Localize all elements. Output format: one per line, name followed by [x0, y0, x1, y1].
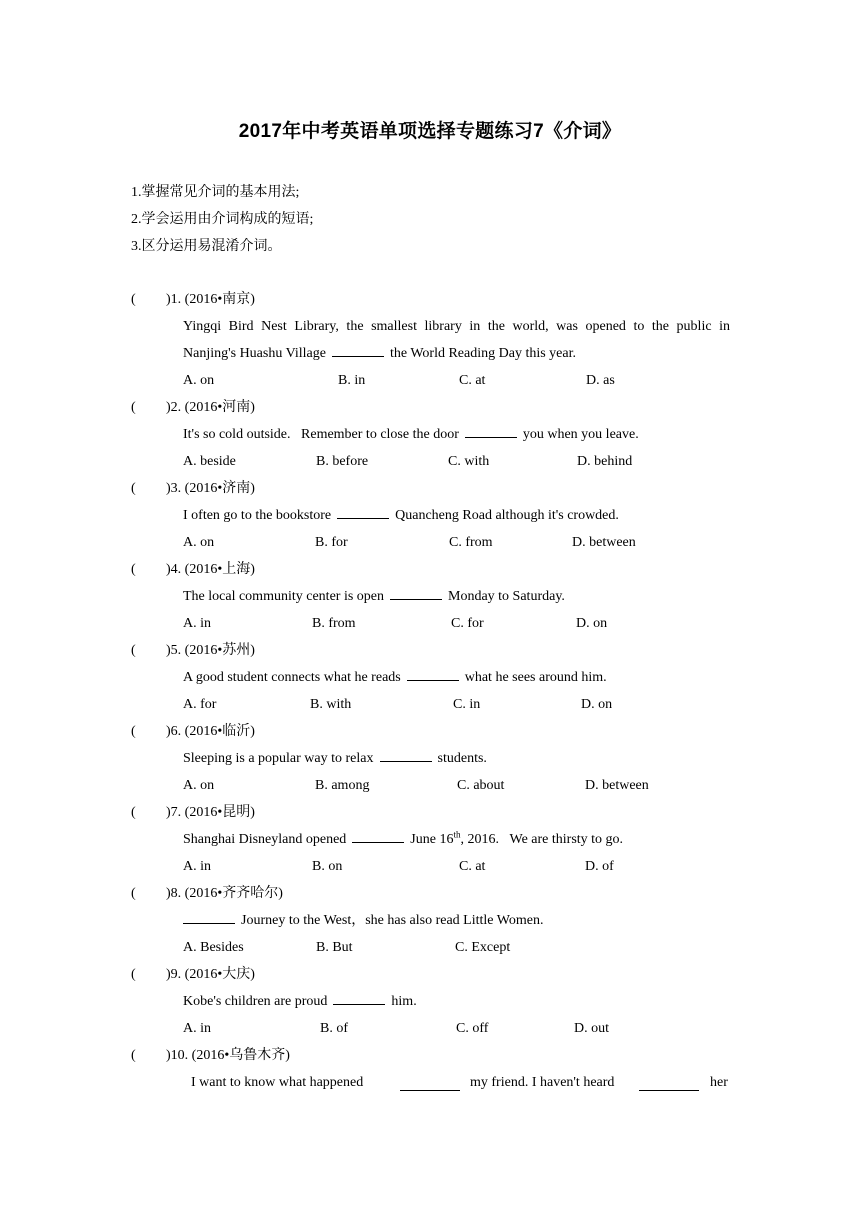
question-stem: the World Reading Day this year.	[389, 346, 576, 361]
option-c[interactable]: C. at	[459, 859, 486, 874]
option-c[interactable]: C. off	[456, 1021, 489, 1036]
options-row	[183, 934, 731, 961]
objective-item: 3.区分运用易混淆介词。	[131, 239, 282, 254]
question-stem: The local community center is open	[183, 589, 384, 604]
answer-blank[interactable]	[337, 503, 389, 519]
option-b[interactable]: B. of	[320, 1021, 348, 1036]
answer-blank[interactable]	[332, 341, 384, 357]
question-3	[131, 475, 731, 556]
answer-blank[interactable]	[465, 422, 517, 438]
question-stem: Monday to Saturday.	[448, 589, 565, 604]
question-1	[131, 286, 731, 394]
option-d[interactable]: D. on	[581, 697, 613, 712]
question-stem: It's so cold outside. Remember to close the door	[183, 427, 459, 442]
option-d[interactable]: D. of	[585, 859, 614, 874]
option-c[interactable]: C. from	[449, 535, 493, 550]
question-2	[131, 394, 731, 475]
question-number: )4. (2016•上海)	[166, 562, 255, 577]
option-d[interactable]: D. between	[572, 535, 636, 550]
answer-blank[interactable]	[407, 665, 459, 681]
options-row	[183, 691, 731, 718]
answer-paren[interactable]: (	[131, 643, 136, 658]
question-stem: you when you leave.	[522, 427, 639, 442]
option-c[interactable]: C. for	[451, 616, 484, 631]
option-b[interactable]: B. But	[316, 940, 353, 955]
answer-blank[interactable]	[639, 1075, 699, 1091]
answer-paren[interactable]: (	[131, 292, 136, 307]
question-number: )5. (2016•苏州)	[166, 643, 255, 658]
option-d[interactable]: D. out	[574, 1021, 609, 1036]
question-number: )1. (2016•南京)	[166, 292, 255, 307]
option-c[interactable]: C. with	[448, 454, 490, 469]
option-b[interactable]: B. from	[312, 616, 356, 631]
question-list	[131, 286, 731, 1096]
options-row	[183, 1015, 731, 1042]
question-6	[131, 718, 731, 799]
options-row	[183, 772, 731, 799]
question-stem: Kobe's children are proud	[183, 994, 328, 1009]
option-a[interactable]: A. on	[183, 373, 215, 388]
option-b[interactable]: B. for	[315, 535, 348, 550]
options-row	[183, 367, 731, 394]
answer-blank[interactable]	[390, 584, 442, 600]
question-stem: Nanjing's Huashu Village	[183, 346, 326, 361]
answer-blank[interactable]	[333, 989, 385, 1005]
options-row	[183, 448, 731, 475]
question-stem: Shanghai Disneyland opened	[183, 832, 347, 847]
answer-paren[interactable]: (	[131, 967, 136, 982]
question-stem: her	[710, 1075, 728, 1090]
objective-item: 1.掌握常见介词的基本用法;	[131, 185, 300, 200]
question-number: )9. (2016•大庆)	[166, 967, 255, 982]
question-number: )8. (2016•齐齐哈尔)	[166, 886, 283, 901]
option-a[interactable]: A. on	[183, 778, 215, 793]
answer-paren[interactable]: (	[131, 1048, 136, 1063]
option-b[interactable]: B. among	[315, 778, 370, 793]
answer-blank[interactable]	[183, 908, 235, 924]
option-b[interactable]: B. on	[312, 859, 343, 874]
question-number: )7. (2016•昆明)	[166, 805, 255, 820]
superscript: th	[453, 829, 461, 840]
option-c[interactable]: C. Except	[455, 940, 511, 955]
answer-paren[interactable]: (	[131, 805, 136, 820]
option-c[interactable]: C. about	[457, 778, 505, 793]
option-b[interactable]: B. before	[316, 454, 369, 469]
question-number: )6. (2016•临沂)	[166, 724, 255, 739]
question-5	[131, 637, 731, 718]
question-stem: Journey to the West，she has also read Little Women.	[241, 913, 544, 928]
question-stem: I want to know what happened	[191, 1075, 364, 1090]
learning-objectives	[131, 179, 313, 260]
question-stem: Sleeping is a popular way to relax	[183, 751, 374, 766]
answer-paren[interactable]: (	[131, 400, 136, 415]
option-a[interactable]: A. beside	[183, 454, 236, 469]
question-10	[131, 1042, 731, 1096]
option-a[interactable]: A. in	[183, 1021, 211, 1036]
question-stem: him.	[391, 994, 417, 1009]
question-stem: June 16	[410, 832, 454, 847]
option-a[interactable]: A. on	[183, 535, 215, 550]
options-row	[183, 610, 731, 637]
option-b[interactable]: B. with	[310, 697, 352, 712]
question-stem: I often go to the bookstore	[183, 508, 332, 523]
question-number: )3. (2016•济南)	[166, 481, 255, 496]
answer-paren[interactable]: (	[131, 481, 136, 496]
question-stem: students.	[437, 751, 487, 766]
options-row	[183, 853, 731, 880]
answer-paren[interactable]: (	[131, 724, 136, 739]
answer-blank[interactable]	[352, 827, 404, 843]
question-number: )10. (2016•乌鲁木齐)	[166, 1048, 290, 1063]
option-a[interactable]: A. in	[183, 616, 211, 631]
option-c[interactable]: C. at	[459, 373, 486, 388]
question-8	[131, 880, 731, 961]
answer-paren[interactable]: (	[131, 562, 136, 577]
option-a[interactable]: A. Besides	[183, 940, 244, 955]
option-b[interactable]: B. in	[338, 373, 366, 388]
option-d[interactable]: D. on	[576, 616, 608, 631]
option-d[interactable]: D. between	[585, 778, 649, 793]
question-9	[131, 961, 731, 1042]
question-stem: what he sees around him.	[464, 670, 607, 685]
answer-paren[interactable]: (	[131, 886, 136, 901]
answer-blank[interactable]	[380, 746, 432, 762]
option-a[interactable]: A. for	[183, 697, 217, 712]
question-stem: , 2016. We are thirsty to go.	[460, 832, 624, 847]
question-stem: my friend. I haven't heard	[470, 1075, 615, 1090]
option-d[interactable]: D. as	[586, 373, 615, 388]
question-7	[131, 799, 731, 880]
option-a[interactable]: A. in	[183, 859, 211, 874]
objective-item: 2.学会运用由介词构成的短语;	[131, 212, 314, 227]
question-stem: A good student connects what he reads	[183, 670, 401, 685]
question-stem: Yingqi Bird Nest Library, the smallest library in the world, was opened to the public in	[183, 319, 730, 334]
answer-blank[interactable]	[400, 1075, 460, 1091]
options-row	[183, 529, 731, 556]
question-stem: Quancheng Road although it's crowded.	[395, 508, 619, 523]
option-d[interactable]: D. behind	[577, 454, 633, 469]
option-c[interactable]: C. in	[453, 697, 481, 712]
page-title: 2017年中考英语单项选择专题练习7《介词》	[238, 121, 622, 142]
question-number: )2. (2016•河南)	[166, 400, 255, 415]
question-4	[131, 556, 731, 637]
